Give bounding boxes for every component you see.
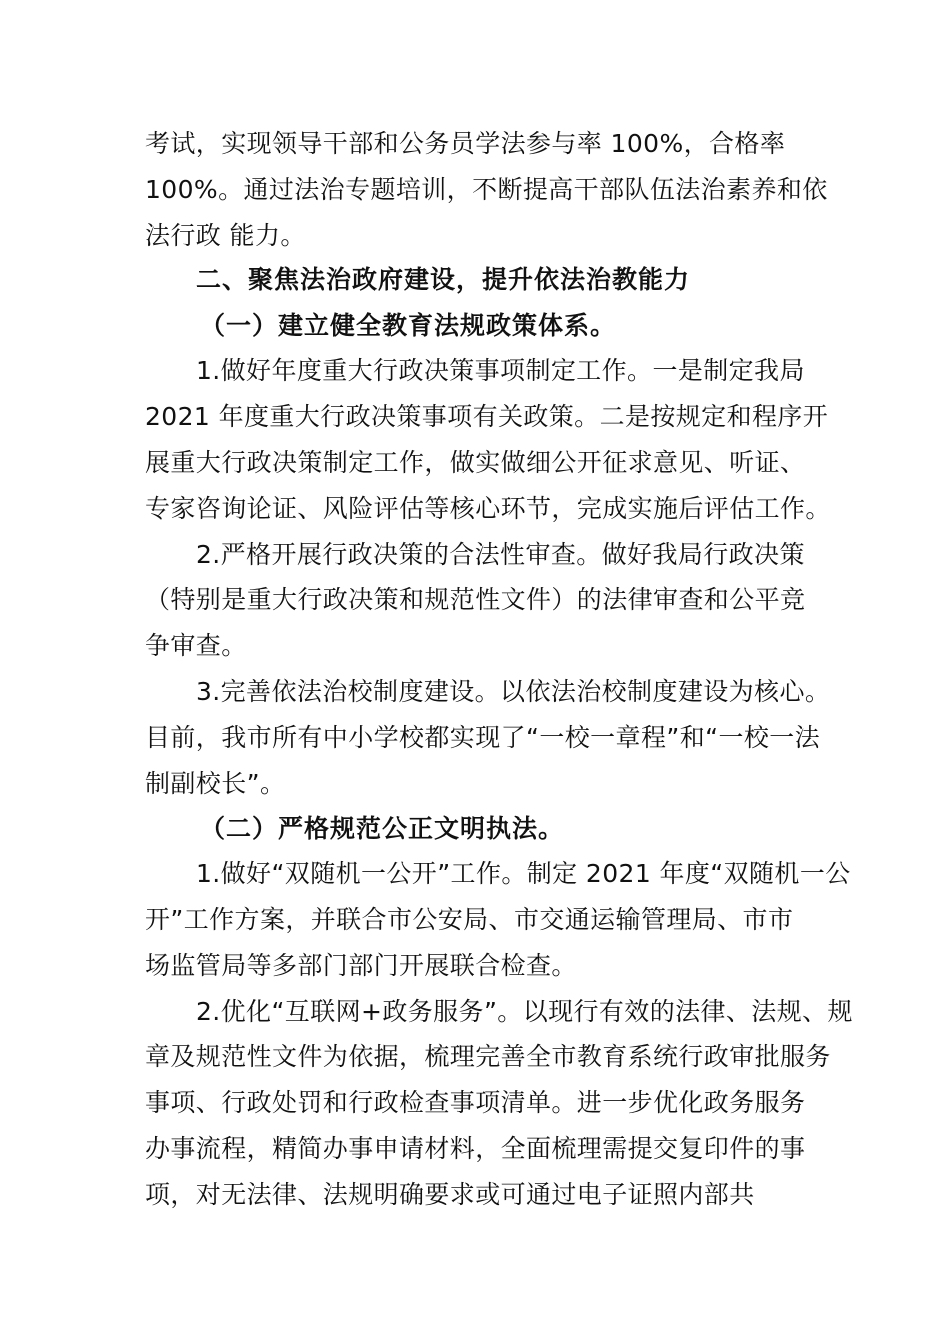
body-text-line: 考试，实现领导干部和公务员学法参与率 100%，合格率: [145, 129, 786, 158]
subsection-heading: （二）严格规范公正文明执法。: [200, 814, 565, 843]
body-text-line: 制副校长”。: [145, 769, 286, 798]
body-text-line: 展重大行政决策制定工作，做实做细公开征求意见、听证、: [145, 448, 806, 477]
body-text-line: 争审查。: [145, 631, 247, 660]
body-text-line: 1.做好“双随机一公开”工作。制定 2021 年度“双随机一公: [196, 859, 851, 888]
body-text-line: 2.严格开展行政决策的合法性审查。做好我局行政决策: [196, 540, 805, 569]
body-text-line: 场监管局等多部门部门开展联合检查。: [145, 951, 577, 980]
subsection-heading: （一）建立健全教育法规政策体系。: [200, 311, 617, 340]
body-text-line: 2.优化“互联网+政务服务”。以现行有效的法律、法规、规: [196, 997, 853, 1026]
body-text-line: （特别是重大行政决策和规范性文件）的法律审查和公平竞: [145, 585, 806, 614]
body-text-line: 1.做好年度重大行政决策事项制定工作。一是制定我局: [196, 356, 805, 385]
body-text-line: 章及规范性文件为依据，梳理完善全市教育系统行政审批服务: [145, 1042, 831, 1071]
body-text-line: 专家咨询论证、风险评估等核心环节，完成实施后评估工作。: [145, 494, 831, 523]
body-text-line: 2021 年度重大行政决策事项有关政策。二是按规定和程序开: [145, 402, 829, 431]
body-text-line: 法行政 能力。: [145, 221, 306, 250]
body-text-line: 开”工作方案，并联合市公安局、市交通运输管理局、市市: [145, 905, 794, 934]
body-text-line: 项，对无法律、法规明确要求或可通过电子证照内部共: [145, 1180, 755, 1209]
body-text-line: 目前，我市所有中小学校都实现了“一校一章程”和“一校一法: [145, 723, 821, 752]
body-text-line: 办事流程，精简办事申请材料，全面梳理需提交复印件的事: [145, 1134, 806, 1163]
body-text-line: 事项、行政处罚和行政检查事项清单。进一步优化政务服务: [145, 1088, 806, 1117]
section-heading: 二、聚焦法治政府建设，提升依法治教能力: [196, 265, 691, 294]
body-text-line: 3.完善依法治校制度建设。以依法治校制度建设为核心。: [196, 677, 831, 706]
body-text-line: 100%。通过法治专题培训，不断提高干部队伍法治素养和依: [145, 175, 828, 204]
